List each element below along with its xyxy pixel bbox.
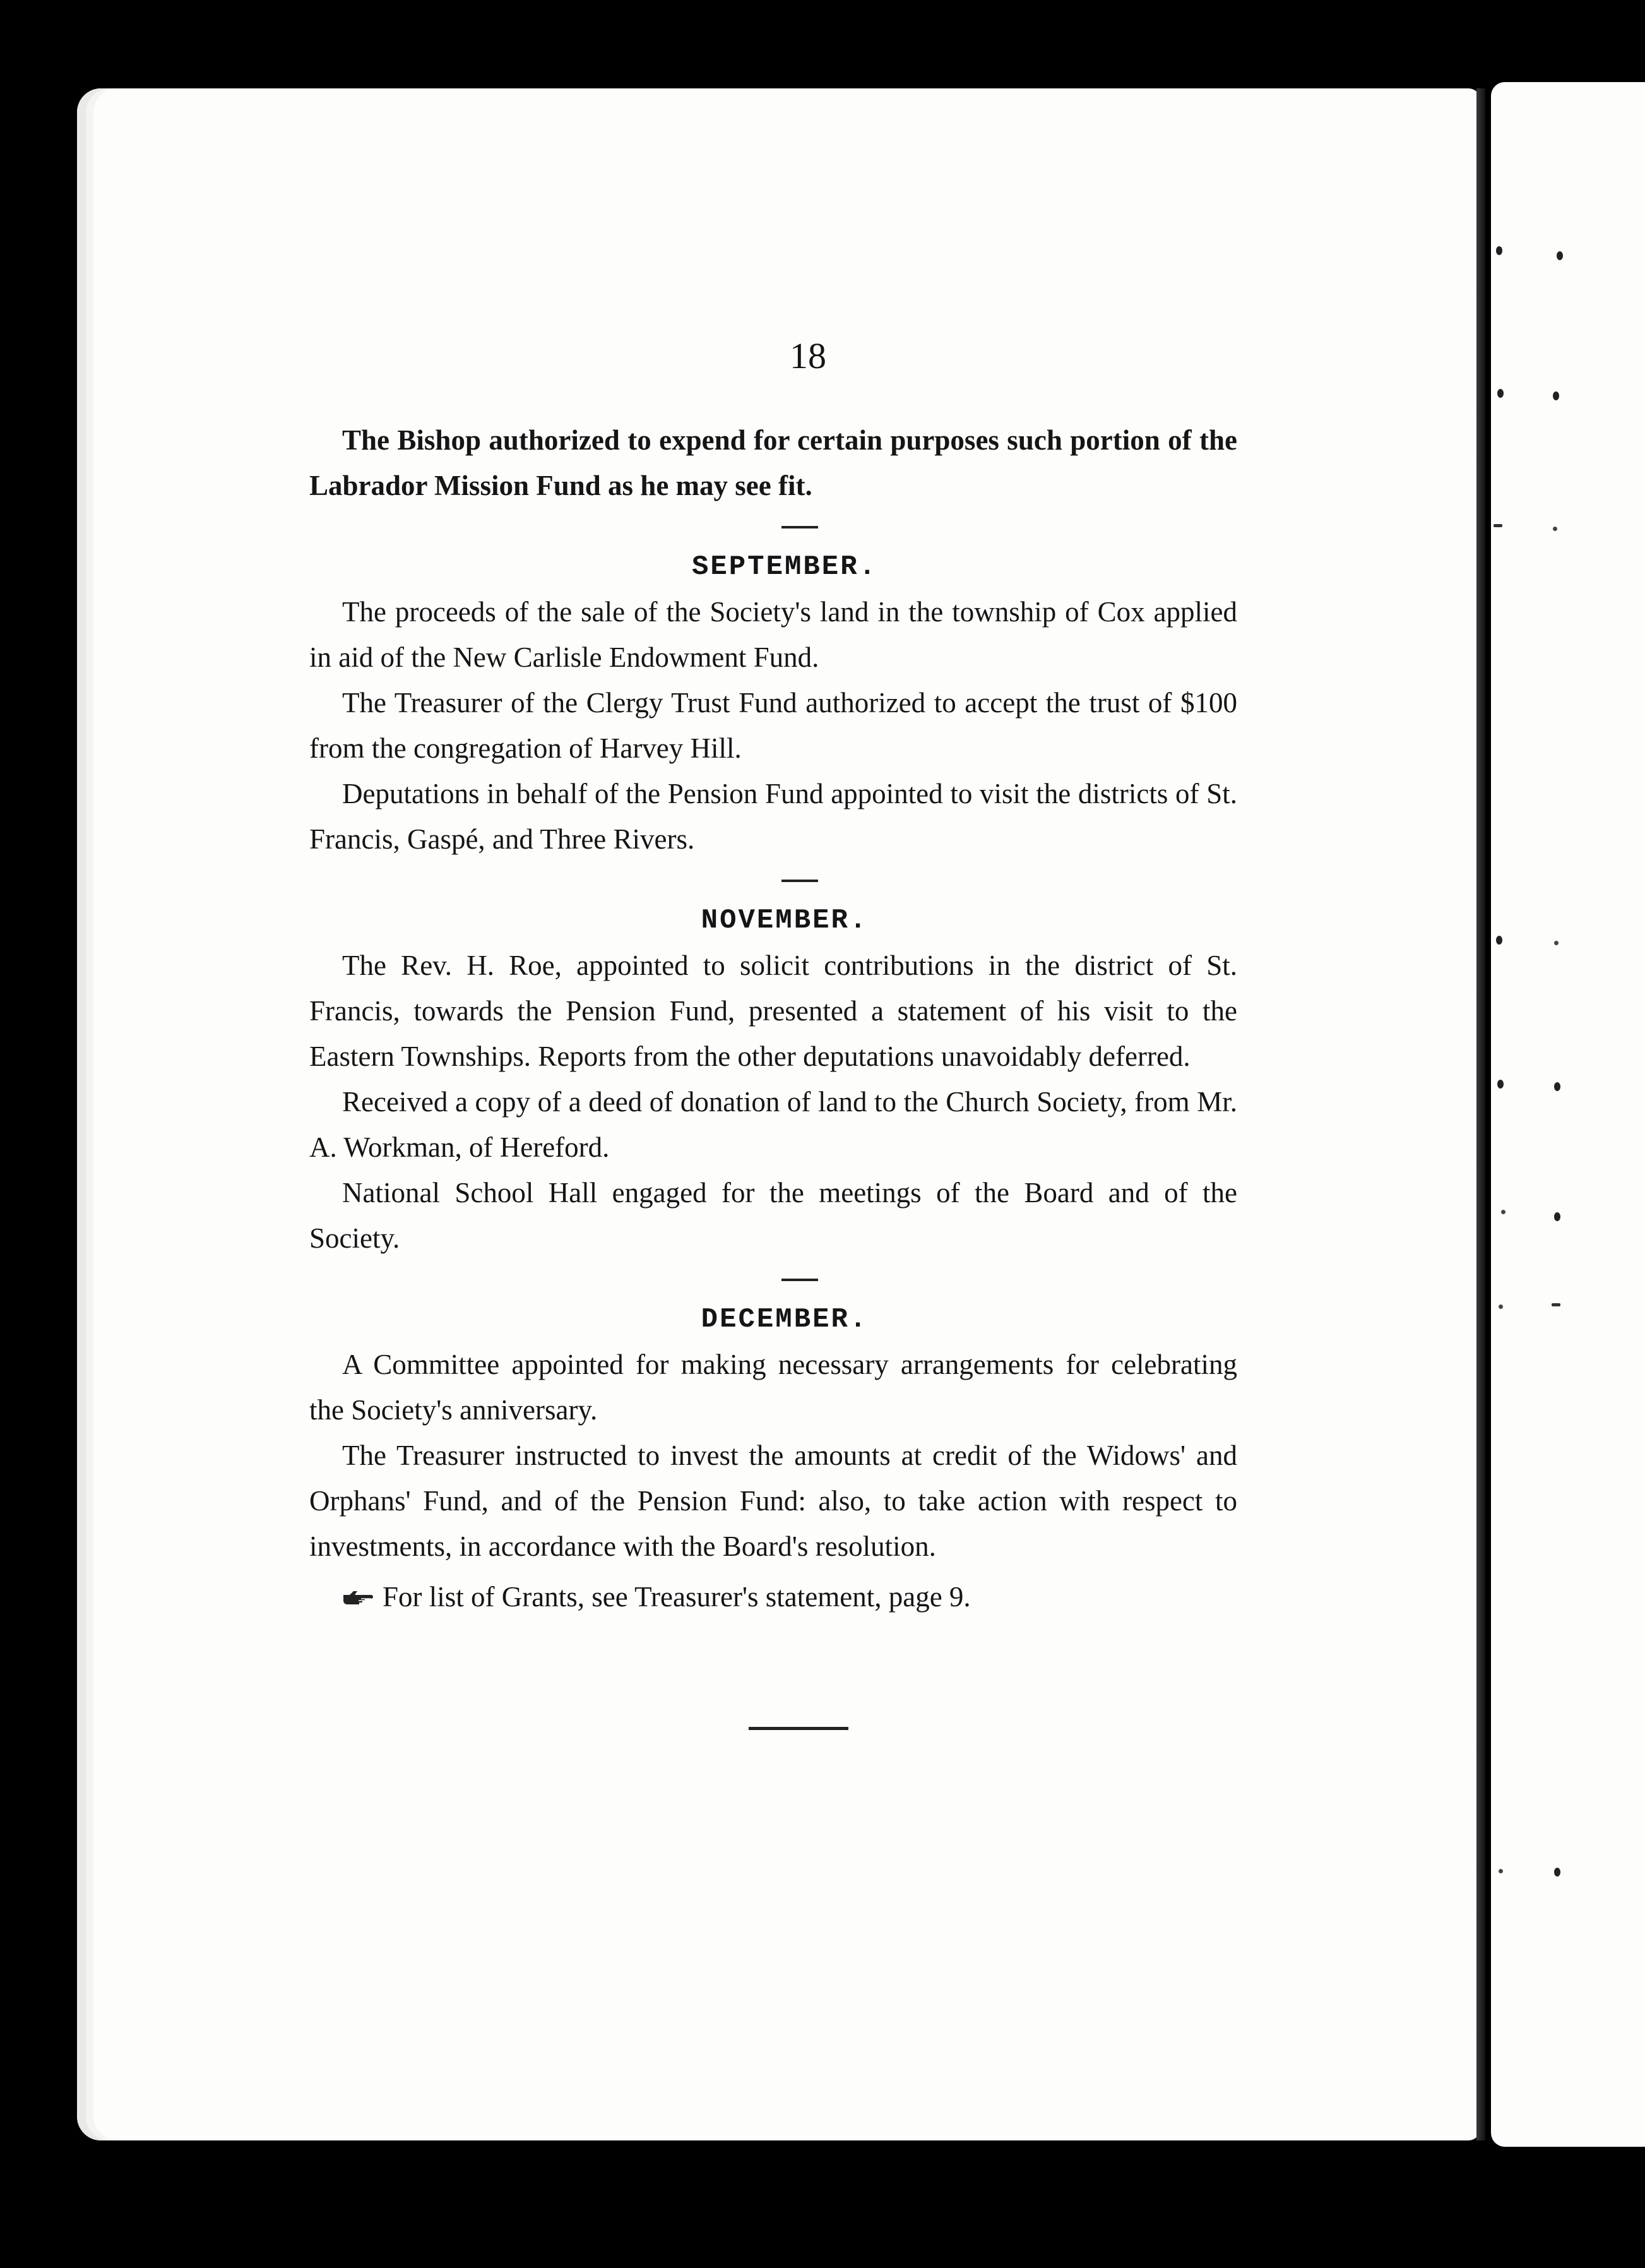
margin-mark — [1554, 1212, 1560, 1221]
paragraph: The Treasurer instructed to invest the amounts at credit of the Widows' and Orphans' Fund, and of the Pension Fund: also, to take action with respect to investments, in accordance with the Board's resolution. — [309, 1440, 1237, 1562]
margin-mark — [1557, 251, 1563, 260]
margin-mark — [1499, 1869, 1503, 1873]
margin-mark — [1497, 389, 1504, 398]
end-rule — [749, 1727, 848, 1730]
section-divider — [781, 880, 818, 882]
grants-footnote — [342, 1574, 1237, 1620]
section-december — [309, 1279, 1237, 1569]
margin-mark — [1552, 1303, 1560, 1306]
page-number: 18 — [790, 335, 826, 376]
paragraph: National School Hall engaged for the meetings of the Board and of the Society. — [309, 1177, 1237, 1254]
paragraph: The proceeds of the sale of the Society's land in the township of Cox applied in aid of the New Carlisle Endowment Fund. — [309, 596, 1237, 673]
margin-mark — [1496, 246, 1502, 255]
margin-mark — [1553, 391, 1559, 400]
section-heading: DECEMBER. — [701, 1304, 869, 1335]
paragraph: Deputations in behalf of the Pension Fund appointed to visit the districts of St. Francis, Gaspé, and Three Rivers. — [309, 778, 1237, 855]
margin-mark — [1497, 1080, 1504, 1089]
grants-footnote-text: For list of Grants, see Treasurer's statement, page 9. — [383, 1581, 971, 1613]
section-november — [309, 880, 1237, 1261]
paragraph: A Committee appointed for making necessary arrangements for celebrating the Society's anniversary. — [309, 1349, 1237, 1426]
section-divider — [781, 1279, 818, 1281]
facing-page-margin — [1491, 82, 1645, 2147]
margin-mark — [1499, 1304, 1503, 1309]
margin-mark — [1496, 936, 1502, 945]
margin-mark — [1554, 941, 1559, 945]
margin-mark — [1501, 1210, 1505, 1214]
page-edge — [1476, 88, 1485, 2140]
margin-mark — [1554, 1868, 1560, 1877]
paragraph: The Treasurer of the Clergy Trust Fund authorized to accept the trust of $100 from the congregation of Harvey Hill. — [309, 687, 1237, 764]
section-heading: NOVEMBER. — [701, 905, 869, 936]
margin-mark — [1494, 524, 1502, 527]
section-september — [309, 526, 1237, 862]
margin-mark — [1553, 527, 1557, 531]
intro-paragraph: The Bishop authorized to expend for certain purposes such portion of the Labrador Mission Fund as he may see fit. — [309, 424, 1237, 501]
section-heading: SEPTEMBER. — [691, 551, 878, 583]
margin-mark — [1554, 1082, 1560, 1091]
paragraph: Received a copy of a deed of donation of land to the Church Society, from Mr. A. Workman, of Hereford. — [309, 1086, 1237, 1163]
pointing-hand-icon — [342, 1575, 380, 1594]
paragraph: The Rev. H. Roe, appointed to solicit contributions in the district of St. Francis, towards the Pension Fund, presented a statement of his visit to the Eastern Townships. Reports from the other deputations unavoidably deferred. — [309, 950, 1237, 1072]
page-content — [309, 316, 1237, 1730]
section-divider — [781, 526, 818, 528]
